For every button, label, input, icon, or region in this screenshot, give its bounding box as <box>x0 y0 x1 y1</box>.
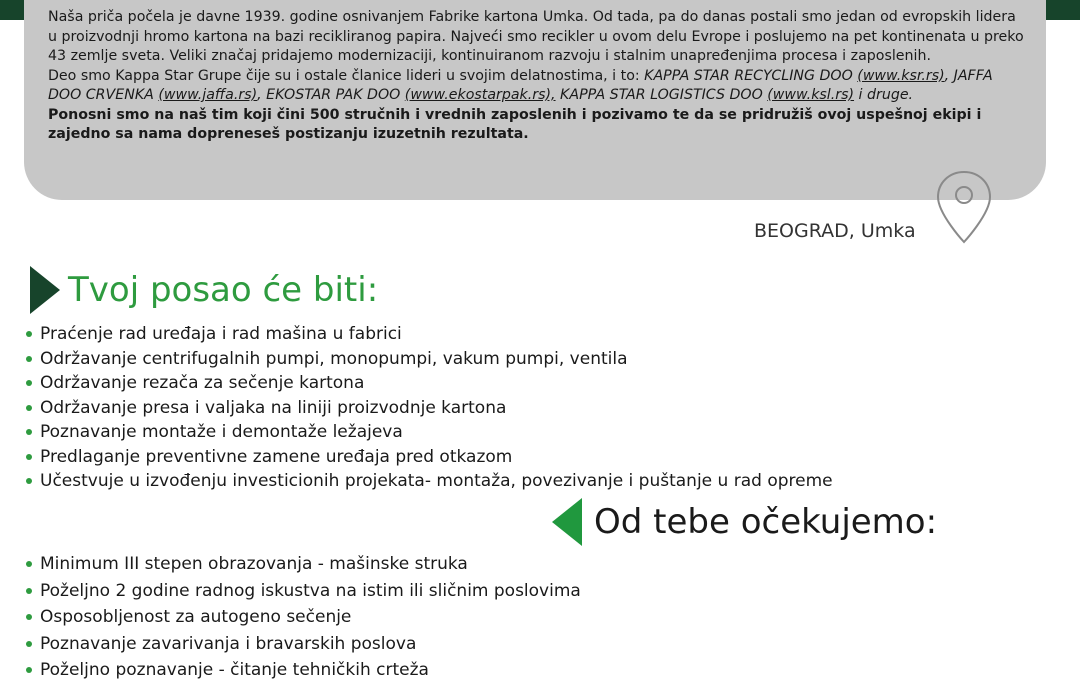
list-item: Predlaganje preventivne zamene uređaja pred otkazom <box>26 445 833 470</box>
section-requirements-title: Od tebe očekujemo: <box>594 502 938 542</box>
section-job-title: Tvoj posao će biti: <box>68 270 379 310</box>
arrow-right-icon <box>30 266 60 314</box>
link-ekostarpak[interactable]: (www.ekostarpak.rs), <box>404 87 556 103</box>
section-job-header <box>30 266 378 314</box>
location-label: BEOGRAD, Umka <box>754 220 916 242</box>
location-pin-icon <box>934 168 994 248</box>
link-jaffa[interactable]: (www.jaffa.rs) <box>158 87 258 103</box>
company-ksl: KAPPA STAR LOGISTICS DOO <box>555 87 768 103</box>
list-item: Poželjno 2 godine radnog iskustva na istim ili sličnim poslovima <box>26 578 581 605</box>
intro-paragraph: Naša priča počela je davne 1939. godine osnivanjem Fabrike kartona Umka. Od tada, pa do danas postali smo jedan od evropskih lidera u proizvodnji hromo kartona na bazi recikliranog papira. Najveći smo recikler u ovom delu Evrope i poslujemo na pet kontinenata u preko 43 zemlje sveta. Veliki značaj pridajemo modernizaciji, kontinuiranom razvoju i stalnim unapređenjima procesa i zaposlenih. <box>48 9 1024 64</box>
job-duties-list <box>26 322 833 494</box>
company-ekostar: , EKOSTAR PAK DOO <box>257 87 405 103</box>
list-item: Održavanje presa i valjaka na liniji proizvodnje kartona <box>26 396 833 421</box>
group-suffix: i druge. <box>854 87 914 103</box>
list-item: Poželjno poznavanje - čitanje tehničkih crteža <box>26 657 581 684</box>
company-jaffa: , JAFFA DOO CRVENKA <box>48 67 993 103</box>
list-item: Praćenje rad uređaja i rad mašina u fabrici <box>26 322 833 347</box>
invite-paragraph: Ponosni smo na naš tim koji čini 500 stručnih i vrednih zaposlenih i pozivamo te da se pridružiš ovoj uspešnoj ekipi i zajedno sa nama dopreneseš postizanju izuzetnih rezultata. <box>48 106 982 142</box>
list-item: Osposobljenost za autogeno sečenje <box>26 604 581 631</box>
link-ksl[interactable]: (www.ksl.rs) <box>767 87 855 103</box>
list-item: Poznavanje montaže i demontaže ležajeva <box>26 420 833 445</box>
section-requirements-header <box>552 498 937 546</box>
list-item: Učestvuje u izvođenju investicionih projekata- montaža, povezivanje i puštanje u rad opreme <box>26 469 833 494</box>
intro-box <box>24 0 1046 200</box>
list-item: Poznavanje zavarivanja i bravarskih poslova <box>26 631 581 658</box>
requirements-list <box>26 551 581 684</box>
list-item: Održavanje centrifugalnih pumpi, monopumpi, vakum pumpi, ventila <box>26 347 833 372</box>
link-ksr[interactable]: (www.ksr.rs) <box>857 67 945 84</box>
company-ksr: KAPPA STAR RECYCLING DOO <box>644 67 858 84</box>
group-paragraph <box>48 67 1024 106</box>
arrow-left-icon <box>552 498 582 546</box>
list-item: Održavanje rezača za sečenje kartona <box>26 371 833 396</box>
list-item: Minimum III stepen obrazovanja - mašinske struka <box>26 551 581 578</box>
group-prefix: Deo smo Kappa Star Grupe čije su i ostale članice lideri u svojim delatnostima, i to: <box>48 67 645 84</box>
